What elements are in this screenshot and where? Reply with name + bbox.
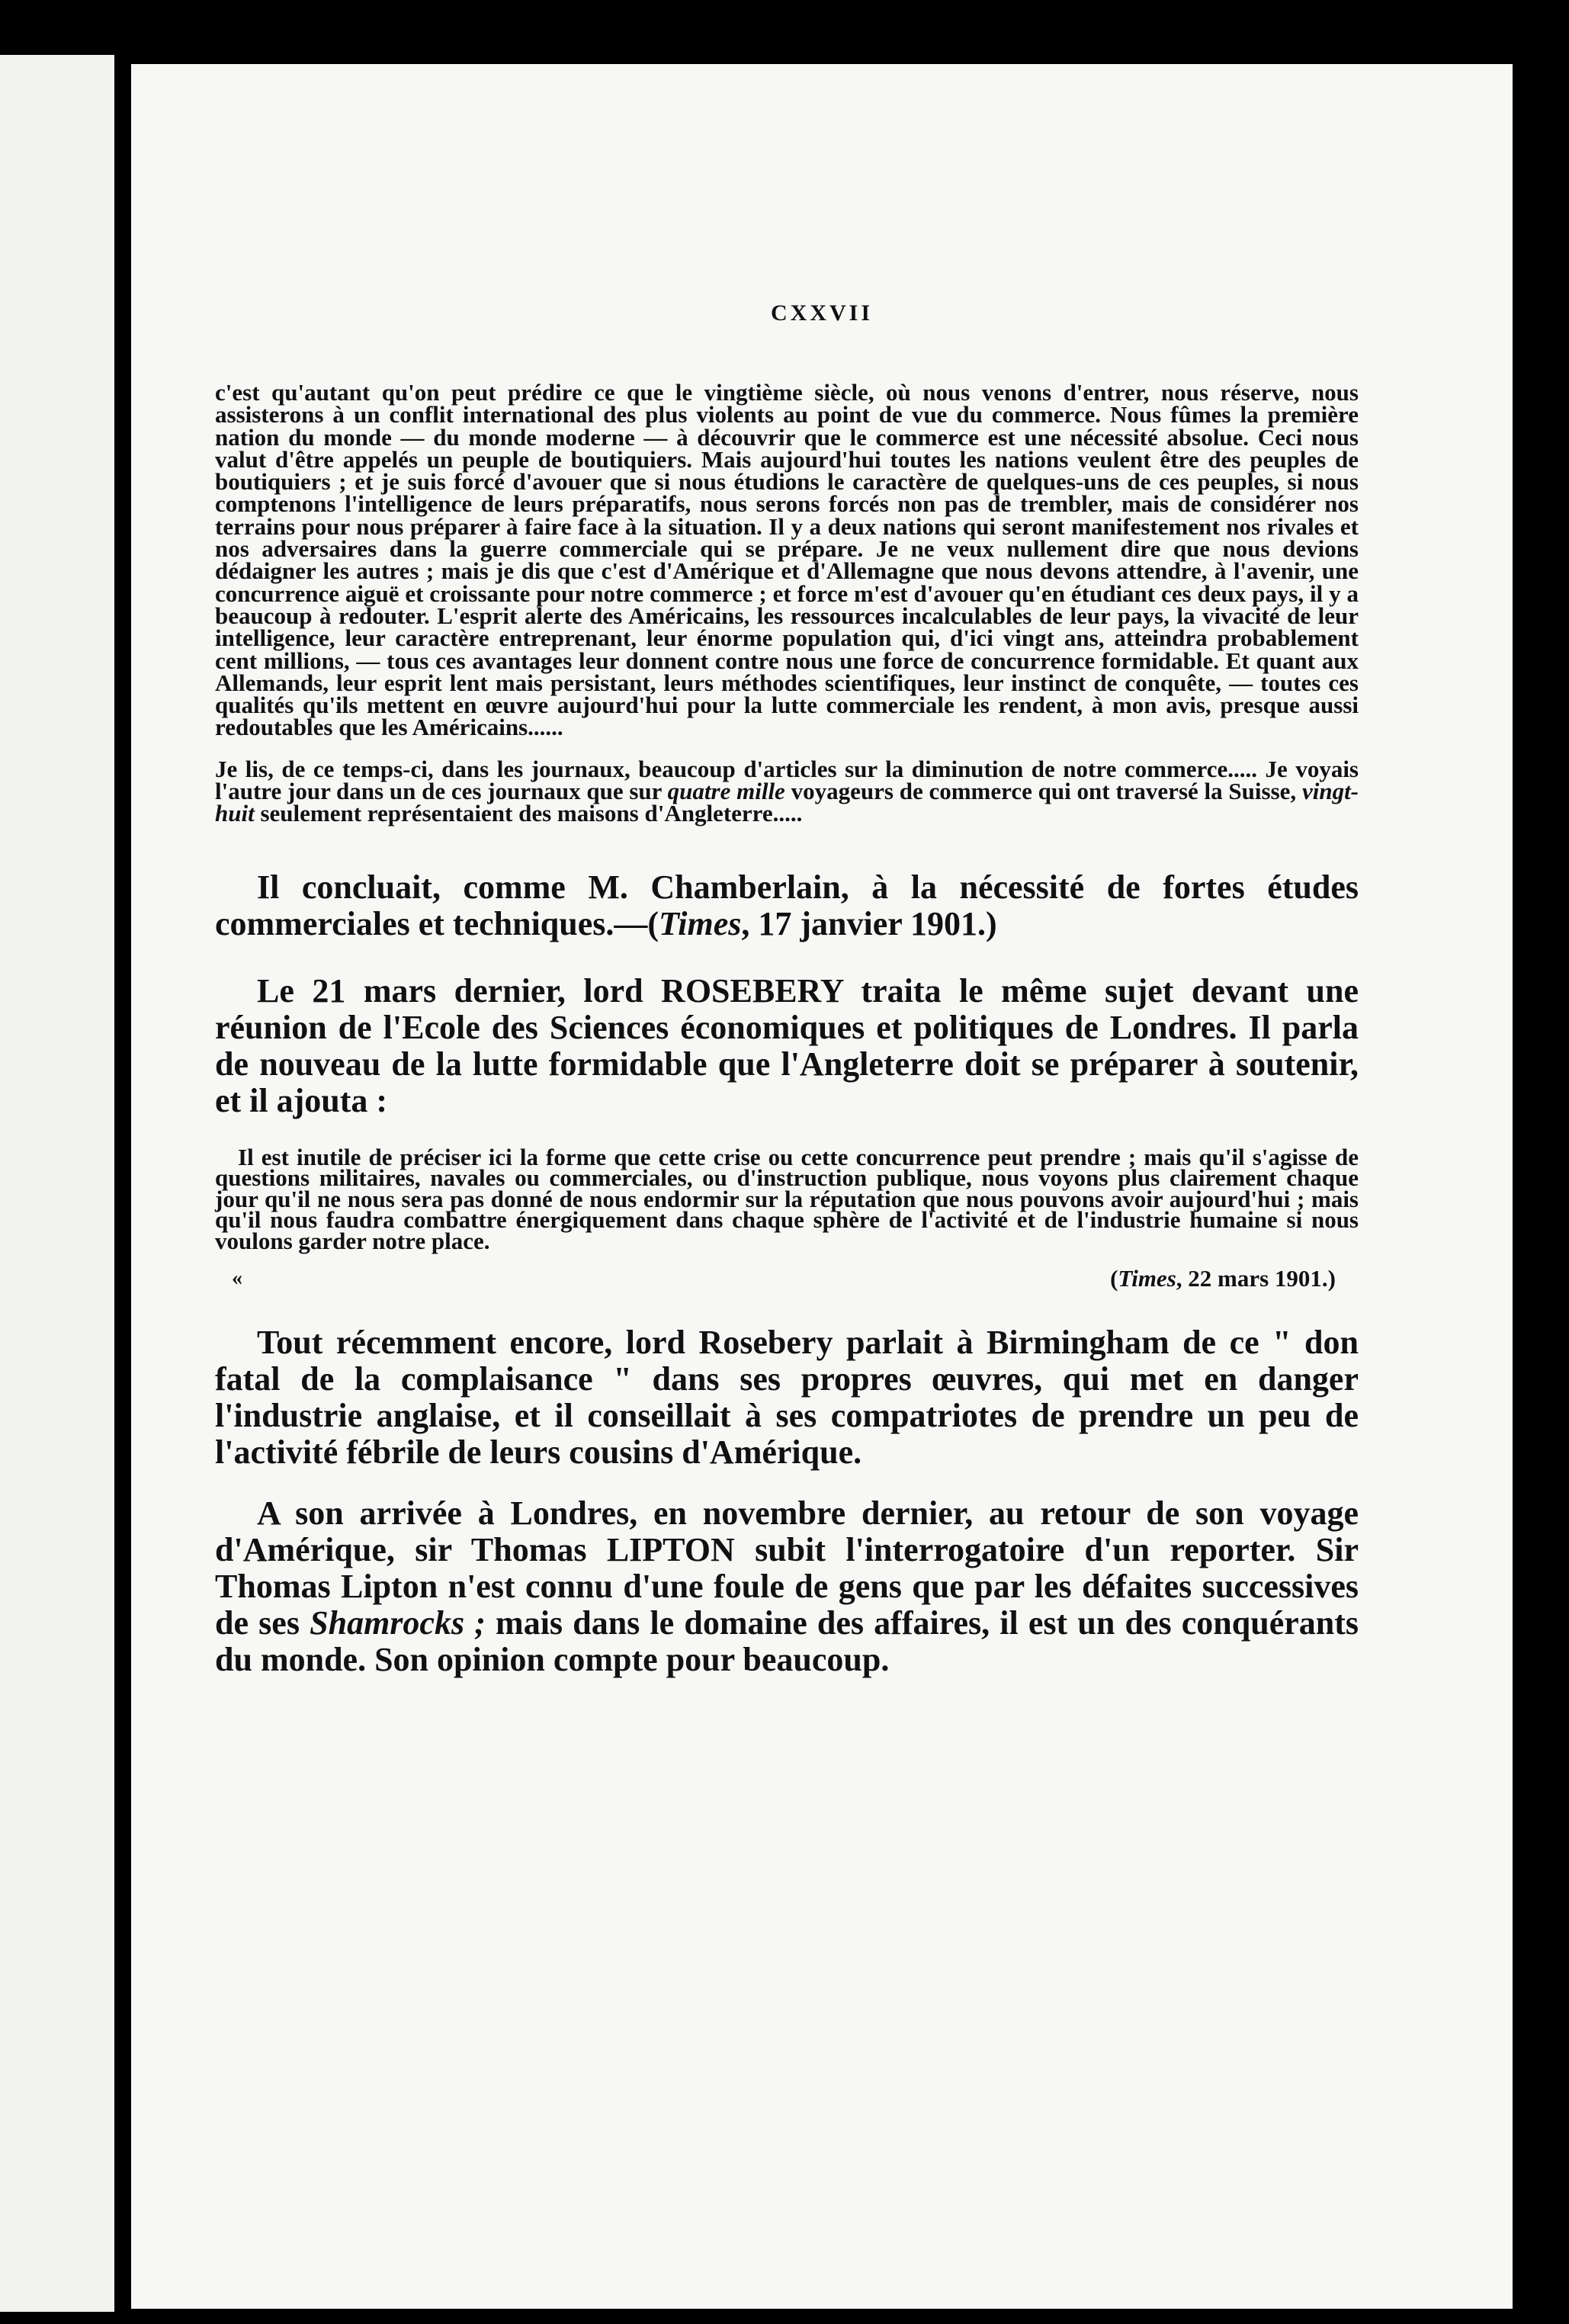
paragraph-4-text-a: A son arrivée à Londres, en novembre dernier, au retour de son voyage d'Amérique, sir Thomas LIPTON subit l'interrogatoire d'un reporter. Sir Thomas Lipton n'est connu d'une foule de gens que par les défaites successives de ses <box>215 1494 1359 1642</box>
paragraph-chamberlain <box>215 869 1359 942</box>
quote-2-text-b: voyageurs de commerce qui ont traversé la Suisse, <box>784 778 1302 805</box>
citation-row <box>215 1265 1359 1295</box>
paragraph-4-text-b: mais dans le domaine des affaires, il est un des conquérants du monde. Son opinion compte pour beaucoup. <box>215 1604 1359 1679</box>
paragraph-lipton <box>215 1495 1359 1678</box>
paragraph-birmingham: Tout récemment encore, lord Rosebery parlait à Birmingham de ce " don fatal de la complaisance " dans ses propres œuvres, qui met en danger l'industrie anglaise, et il conseillait à ses compatriotes de prendre un peu de l'activité fébrile de leurs cousins d'Amérique. <box>215 1324 1359 1472</box>
citation-text <box>1110 1265 1336 1292</box>
quote-block-1: c'est qu'autant qu'on peut prédire ce que le vingtième siècle, où nous venons d'entrer, nous réserve, nous assisterons à un conflit international des plus violents au point de vue du commerce. Nous fûmes la première nation du monde — du monde moderne — à découvrir que le commerce est une nécessité absolue. Ceci nous valut d'être appelés un peuple de boutiquiers. Mais aujourd'hui toutes les nations veulent être des peuples de boutiquiers ; et je suis forcé d'avouer que si nous étudions le caractère de quelques-uns de ces peuples, si nous comptenons l'intelligence de leurs préparatifs, nous serons forcés non pas de trembler, mais de considérer nos terrains pour nous préparer à faire face à la situation. Il y a deux nations qui seront manifestement nos rivales et nos adversaires dans la guerre commerciale qui se prépare. Je ne veux nullement dire que nous devions dédaigner les autres ; mais je dis que c'est d'Amérique et d'Allemagne que nous devons attendre, à l'avenir, une concurrence aiguë et croissante pour notre commerce ; et force m'est d'avouer qu'en étudiant ces deux pays, il y a beaucoup à redouter. L'esprit alerte des Américains, les ressources incalculables de leur pays, la vivacité de leur intelligence, leur caractère entreprenant, leur énorme population qui, d'ici vingt ans, atteindra probablement cent millions, — tous ces avantages leur donnent contre nous une force de concurrence formidable. Et quant aux Allemands, leur esprit lent mais persistant, leurs méthodes scientifiques, leur instinct de conquête, — toutes ces qualités qu'ils mettent en œuvre aujourd'hui pour la lutte commerciale les rendent, à mon avis, presque aussi redoutables que les Américains...... <box>215 379 1359 741</box>
page-number: CXXVII <box>770 300 873 326</box>
quote-block-3: Il est inutile de préciser ici la forme que cette crise ou cette concurrence peut prendre ; mais qu'il s'agisse de questions militaires, navales ou commerciales, ou d'instruction publique, nous voyons plus clairement chaque jour qu'il ne nous sera pas donné de nous endormir sur la réputation que nous pouvons avoir aujourd'hui ; mais qu'il nous faudra combattre énergiquement dans chaque sphère de l'activité et de l'industrie humaine si nous voulons garder notre place. <box>215 1143 1359 1254</box>
quote-2-text-a: Je lis, de ce temps-ci, dans les journaux, beaucoup d'articles sur la diminution de notre commerce..... Je voyais l'autre jour dans un de ces journaux que sur <box>215 755 1359 805</box>
paragraph-1-text-a: Il concluait, comme M. Chamberlain, à la nécessité de fortes études commerciales et techniques.—( <box>215 868 1359 942</box>
quote-2-text-c: seulement représentaient des maisons d'Angleterre..... <box>254 800 803 827</box>
page-content <box>215 381 1359 1678</box>
citation-mark: « <box>232 1266 242 1291</box>
quote-2-italic-a: quatre mille <box>667 778 785 805</box>
adjacent-page-edge <box>0 55 114 2312</box>
paragraph-rosebery: Le 21 mars dernier, lord ROSEBERY traita le même sujet devant une réunion de l'Ecole des Sciences économiques et politiques de Londres. Il parla de nouveau de la lutte formidable que l'Angleterre doit se préparer à soutenir, et il ajouta : <box>215 971 1359 1119</box>
citation-rest: , 22 mars 1901.) <box>1176 1265 1336 1292</box>
paragraph-4-italic: Shamrocks ; <box>310 1604 486 1642</box>
paragraph-1-italic: Times <box>659 904 742 942</box>
quote-block-2 <box>215 755 1359 827</box>
paragraph-1-text-b: , 17 janvier 1901.) <box>741 904 997 942</box>
document-page <box>131 64 1513 2309</box>
citation-italic: Times <box>1118 1265 1176 1292</box>
quote-2-italic-b: vingt-huit <box>215 778 1359 827</box>
citation-open: ( <box>1110 1265 1118 1292</box>
